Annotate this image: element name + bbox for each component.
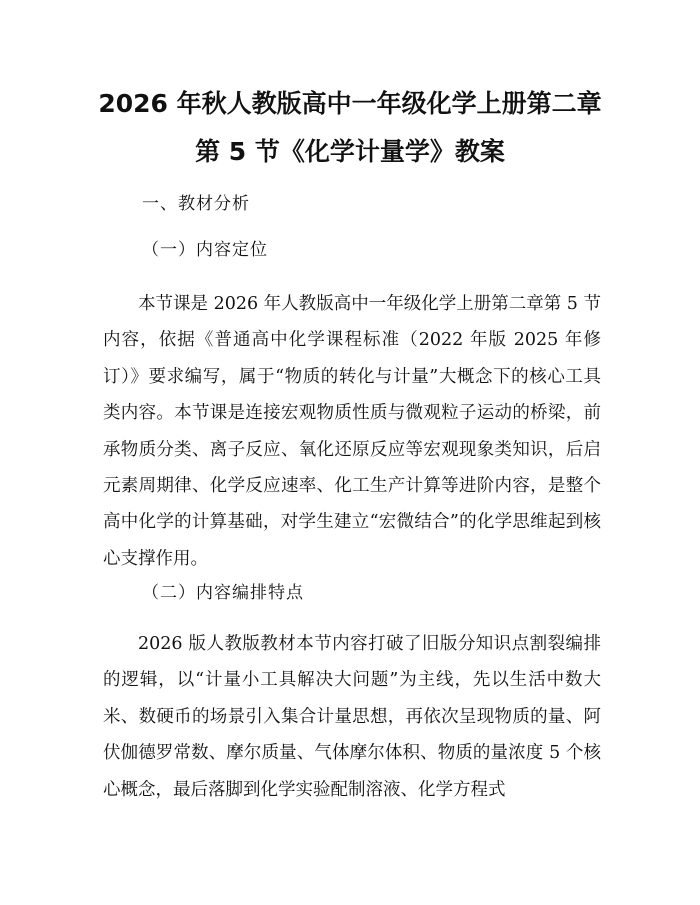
subsection-heading-layout-features: （二）内容编排特点 (142, 583, 304, 603)
section-heading-textbook-analysis: 一、教材分析 (142, 194, 250, 214)
document-title-line-2: 第 5 节《化学计量学》教案 (195, 137, 505, 166)
document-title-line-1: 2026 年秋人教版高中一年级化学上册第二章 (98, 89, 602, 118)
paragraph-layout-features: 2026 版人教版教材本节内容打破了旧版分知识点割裂编排的逻辑，以“计量小工具解决大问题”为主线，先以生活中数大米、数硬币的场景引入集合计量思想，再依次呈现物质的量、阿伏伽德罗常数、摩尔质量、气体摩尔体积、物质的量浓度 5 个核心概念，最后落脚到化学实验配制溶液、化学方程式 (103, 634, 601, 800)
subsection-heading-content-positioning: （一）内容定位 (142, 240, 268, 260)
paragraph-content-positioning: 本节课是 2026 年人教版高中一年级化学上册第二章第 5 节内容，依据《普通高中化学课程标准（2022 年版 2025 年修订）》要求编写，属于“物质的转化与计量”大概念下的核心工具类内容。本节课是连接宏观物质性质与微观粒子运动的桥梁，前承物质分类、离子反应、氧化还原反应等宏观现象类知识，后启元素周期律、化学反应速率、化工生产计算等进阶内容，是整个高中化学的计算基础，对学生建立“宏微结合”的化学思维起到核心支撑作用。 (103, 294, 601, 569)
